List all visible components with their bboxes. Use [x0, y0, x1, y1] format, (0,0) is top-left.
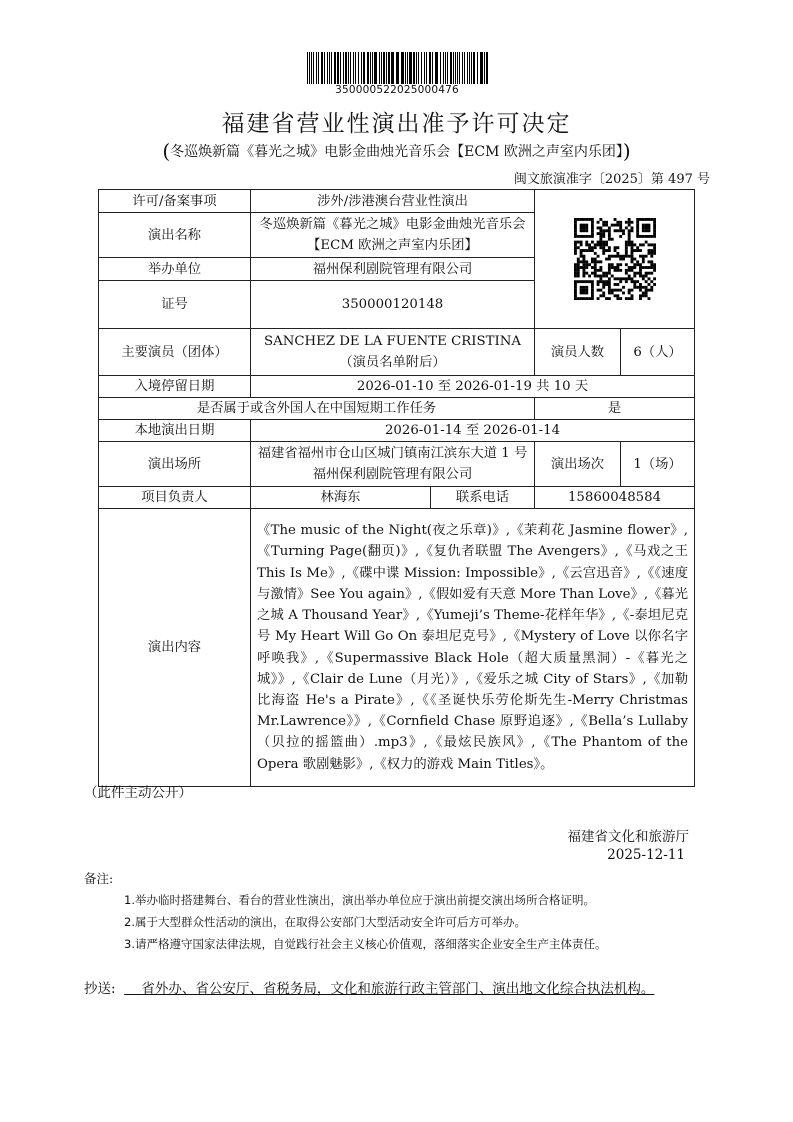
performers-value: SANCHEZ DE LA FUENTE CRISTINA: [263, 334, 522, 349]
document-number: 闽文旅演准字〔2025〕第 497 号: [513, 172, 710, 187]
show-name-value: 冬巡焕新篇《暮光之城》电影金曲烛光音乐会【ECM 欧洲之声室内乐团】: [251, 213, 535, 258]
local-dates-value: 2026-01-14 至 2026-01-14: [251, 420, 695, 442]
cc-label: 抄送:: [84, 981, 116, 997]
manager-name: 林海东: [251, 487, 431, 509]
stay-dates-label: 入境停留日期: [99, 376, 251, 398]
content-value: 《The music of the Night(夜之乐章)》,《茉莉花 Jasmine flower》,《Turning Page(翻页)》,《复仇者联盟 The Avengers》,《马戏之王 This Is Me》,《碟中谍 Mission: Impossible》,《云宫迅音》,《《速度与激情》See You again》,《假如爱有天意 More Than Love》,《暮光之城 A Thousand Year》,《Yumeji’s Theme-花样年华》,《-泰坦尼克号 My Heart Will Go On 泰坦尼克号》,《Mystery of Love 以你名字呼唤我》,《Supermassive Black Hole（超大质量黑洞）-《暮光之城》》,《Clair de Lune（月光）》,《爱乐之城 City of Stars》,《加勒比海盗 He's a Pirate》,《《圣诞快乐劳伦斯先生-Merry Christmas Mr.Lawrence》》,《Cornfield Chase 原野追逐》,《Bella’s Lullaby（贝拉的摇篮曲）.mp3》,《最炫民族风》,《The Phantom of the Opera 歌剧魅影》,《权力的游戏 Main Titles》。: [251, 509, 695, 787]
cc-recipients: 省外办、省公安厅、省税务局，文化和旅游行政主管部门、演出地文化综合执法机构。: [141, 981, 655, 997]
subtitle-text: 冬巡焕新篇《暮光之城》电影金曲烛光音乐会【ECM 欧洲之声室内乐团】: [170, 144, 623, 160]
phone-value: 15860048584: [535, 487, 695, 509]
row-manager: [99, 487, 695, 509]
public-note: （此件主动公开）: [84, 785, 192, 801]
manager-label: 项目负责人: [99, 487, 251, 509]
row-venue: [99, 442, 695, 487]
performers-label: 主要演员（团体）: [99, 329, 251, 376]
barcode: [305, 52, 491, 86]
row-stay-dates: [99, 376, 695, 398]
permit-type-value: 涉外/涉港澳台营业性演出: [251, 190, 535, 213]
note-item: 1.举办临时搭建舞台、看台的营业性演出，演出举办单位应于演出前提交演出场所合格证明。: [124, 893, 595, 907]
venue-value: 福建省福州市仓山区城门镇南江滨东大道 1 号福州保利剧院管理有限公司: [251, 442, 535, 487]
cc-section: [84, 978, 714, 1000]
permit-type-label: 许可/备案事项: [99, 190, 251, 213]
row-performers: [99, 329, 695, 376]
row-permit-type: [99, 190, 695, 213]
row-work-task: [99, 398, 695, 420]
performers-note: （演员名单附后）: [339, 355, 446, 370]
qr-cell: [535, 190, 695, 329]
row-content: [99, 509, 695, 787]
phone-label: 联系电话: [431, 487, 535, 509]
permit-table: [98, 189, 695, 787]
organizer-value: 福州保利剧院管理有限公司: [251, 258, 535, 281]
content-label: 演出内容: [99, 509, 251, 787]
barcode-number: 350000522025000476: [335, 84, 459, 96]
notes-label: 备注:: [84, 871, 114, 886]
show-name-label: 演出名称: [99, 213, 251, 258]
performers-cell: [251, 329, 535, 376]
work-task-value: 是: [535, 398, 695, 420]
work-task-label: 是否属于或含外国人在中国短期工作任务: [99, 398, 535, 420]
qr-code: [574, 218, 656, 300]
performer-count-label: 演员人数: [535, 329, 621, 376]
organizer-label: 举办单位: [99, 258, 251, 281]
license-value: 350000120148: [251, 281, 535, 329]
local-dates-label: 本地演出日期: [99, 420, 251, 442]
cc-text: [124, 981, 654, 997]
venue-label: 演出场所: [99, 442, 251, 487]
shows-label: 演出场次: [535, 442, 621, 487]
note-item: 2.属于大型群众性活动的演出，在取得公安部门大型活动安全许可后方可举办。: [124, 915, 526, 929]
note-item: 3.请严格遵守国家法律法规，自觉践行社会主义核心价值观，落细落实企业安全生产主体责任。: [124, 937, 607, 951]
issue-date: 2025-12-11: [607, 847, 685, 863]
issuer: 福建省文化和旅游厅: [567, 829, 689, 845]
row-local-dates: [99, 420, 695, 442]
performer-count-value: 6（人）: [621, 329, 695, 376]
document-subtitle: (冬巡焕新篇《暮光之城》电影金曲烛光音乐会【ECM 欧洲之声室内乐团】): [162, 139, 631, 163]
license-label: 证号: [99, 281, 251, 329]
document-title: 福建省营业性演出准予许可决定: [221, 111, 572, 137]
stay-dates-value: 2026-01-10 至 2026-01-19 共 10 天: [251, 376, 695, 398]
shows-value: 1（场）: [621, 442, 695, 487]
